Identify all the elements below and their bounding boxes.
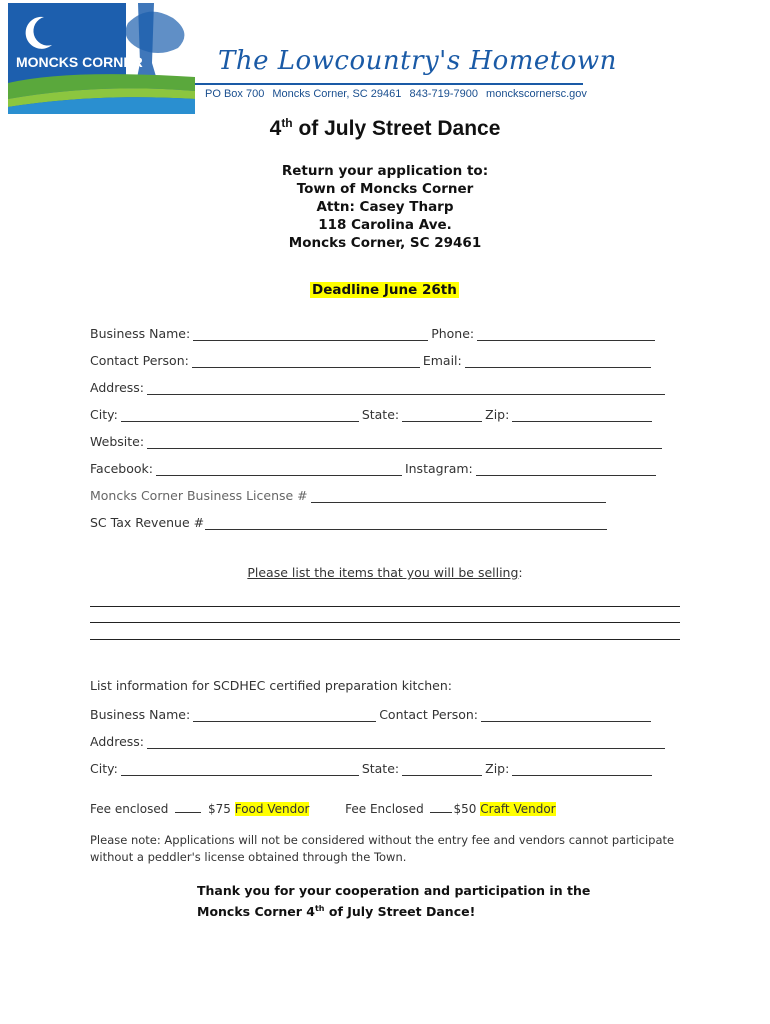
address-field[interactable] [147, 382, 665, 395]
kitchen-business-name-label: Business Name: [90, 707, 191, 722]
website-field[interactable] [147, 436, 662, 449]
city-field[interactable] [121, 409, 359, 422]
city-label: City: [90, 407, 118, 422]
return-line-2: Town of Moncks Corner [296, 181, 474, 197]
po-box: PO Box 700 [205, 88, 265, 100]
website-row [90, 431, 680, 449]
food-vendor-label: Food Vendor [234, 802, 310, 816]
return-line-4: 118 Carolina Ave. [318, 217, 452, 233]
phone-label: Phone: [431, 326, 475, 341]
license-row [90, 485, 680, 503]
kitchen-state-field[interactable] [402, 763, 482, 776]
food-fee-amount: $75 [208, 802, 231, 816]
craft-fee-prefix: Fee Enclosed [345, 802, 424, 816]
license-label: Moncks Corner Business License # [90, 488, 308, 503]
return-line-5: Moncks Corner, SC 29461 [288, 235, 482, 251]
thanks-line-2: Moncks Corner 4th of July Street Dance! [197, 904, 476, 920]
phone-number: 843-719-7900 [409, 88, 478, 100]
kitchen-contact-person-field[interactable] [481, 709, 651, 722]
kitchen-business-name-field[interactable] [193, 709, 376, 722]
kitchen-city-row [90, 758, 680, 776]
craft-fee-amount: $50 [453, 802, 477, 816]
food-fee-prefix: Fee enclosed [90, 802, 169, 816]
kitchen-zip-field[interactable] [512, 763, 652, 776]
email-label: Email: [422, 353, 462, 368]
kitchen-contact-person-label: Contact Person: [379, 707, 479, 722]
items-line-2[interactable] [90, 621, 680, 623]
craft-vendor-label: Craft Vendor [480, 802, 556, 816]
phone-field[interactable] [477, 328, 655, 341]
address-row [90, 377, 680, 395]
kitchen-city-label: City: [90, 761, 118, 776]
tax-row [90, 512, 680, 530]
license-field[interactable] [311, 490, 606, 503]
business-name-field[interactable] [193, 328, 428, 341]
zip-label: Zip: [485, 407, 510, 422]
kitchen-address-row [90, 731, 680, 749]
address-label: Address: [90, 380, 144, 395]
kitchen-zip-label: Zip: [485, 761, 510, 776]
craft-fee-checkbox[interactable] [430, 812, 452, 813]
state-label: State: [361, 407, 400, 422]
logo-text: MONCKS CORNER [16, 54, 143, 70]
instagram-label: Instagram: [404, 461, 473, 476]
website-link[interactable]: monckscornersc.gov [486, 88, 587, 100]
social-row [90, 458, 680, 476]
town-logo [8, 3, 195, 114]
city-row [90, 404, 680, 422]
website-label: Website: [90, 434, 145, 449]
contact-person-label: Contact Person: [90, 353, 189, 368]
items-heading: Please list the items that you will be selling: [247, 565, 523, 580]
tax-field[interactable] [205, 517, 607, 530]
header-rule [195, 83, 583, 85]
kitchen-business-row [90, 704, 680, 722]
kitchen-city-field[interactable] [121, 763, 359, 776]
tax-label: SC Tax Revenue # [90, 515, 205, 530]
email-field[interactable] [465, 355, 651, 368]
business-name-label: Business Name: [90, 326, 191, 341]
kitchen-heading: List information for SCDHEC certified preparation kitchen: [90, 678, 452, 693]
items-line-3[interactable] [90, 638, 680, 640]
page-title: 4th of July Street Dance [269, 116, 501, 140]
contact-line [205, 88, 592, 100]
kitchen-state-label: State: [361, 761, 400, 776]
contact-person-row [90, 350, 680, 368]
return-address-block [0, 162, 770, 252]
application-note: Please note: Applications will not be considered without the entry fee and vendors cannot participate without a peddler's license obtained through the Town. [90, 833, 675, 864]
thanks-line-1: Thank you for your cooperation and participation in the [197, 883, 591, 898]
thank-you-block [0, 882, 770, 921]
items-line-1[interactable] [90, 605, 680, 607]
return-line-3: Attn: Casey Tharp [316, 199, 454, 215]
return-line-1: Return your application to: [281, 163, 489, 179]
contact-person-field[interactable] [192, 355, 420, 368]
business-name-row [90, 323, 680, 341]
kitchen-address-label: Address: [90, 734, 144, 749]
facebook-field[interactable] [156, 463, 402, 476]
tagline: The Lowcountry's Hometown [218, 46, 617, 76]
kitchen-address-field[interactable] [147, 736, 665, 749]
city-state-zip: Moncks Corner, SC 29461 [272, 88, 402, 100]
facebook-label: Facebook: [90, 461, 153, 476]
fees-row [90, 802, 556, 816]
food-fee-checkbox[interactable] [175, 812, 201, 813]
deadline-notice: Deadline June 26th [312, 282, 457, 298]
zip-field[interactable] [512, 409, 652, 422]
state-field[interactable] [402, 409, 482, 422]
instagram-field[interactable] [476, 463, 656, 476]
